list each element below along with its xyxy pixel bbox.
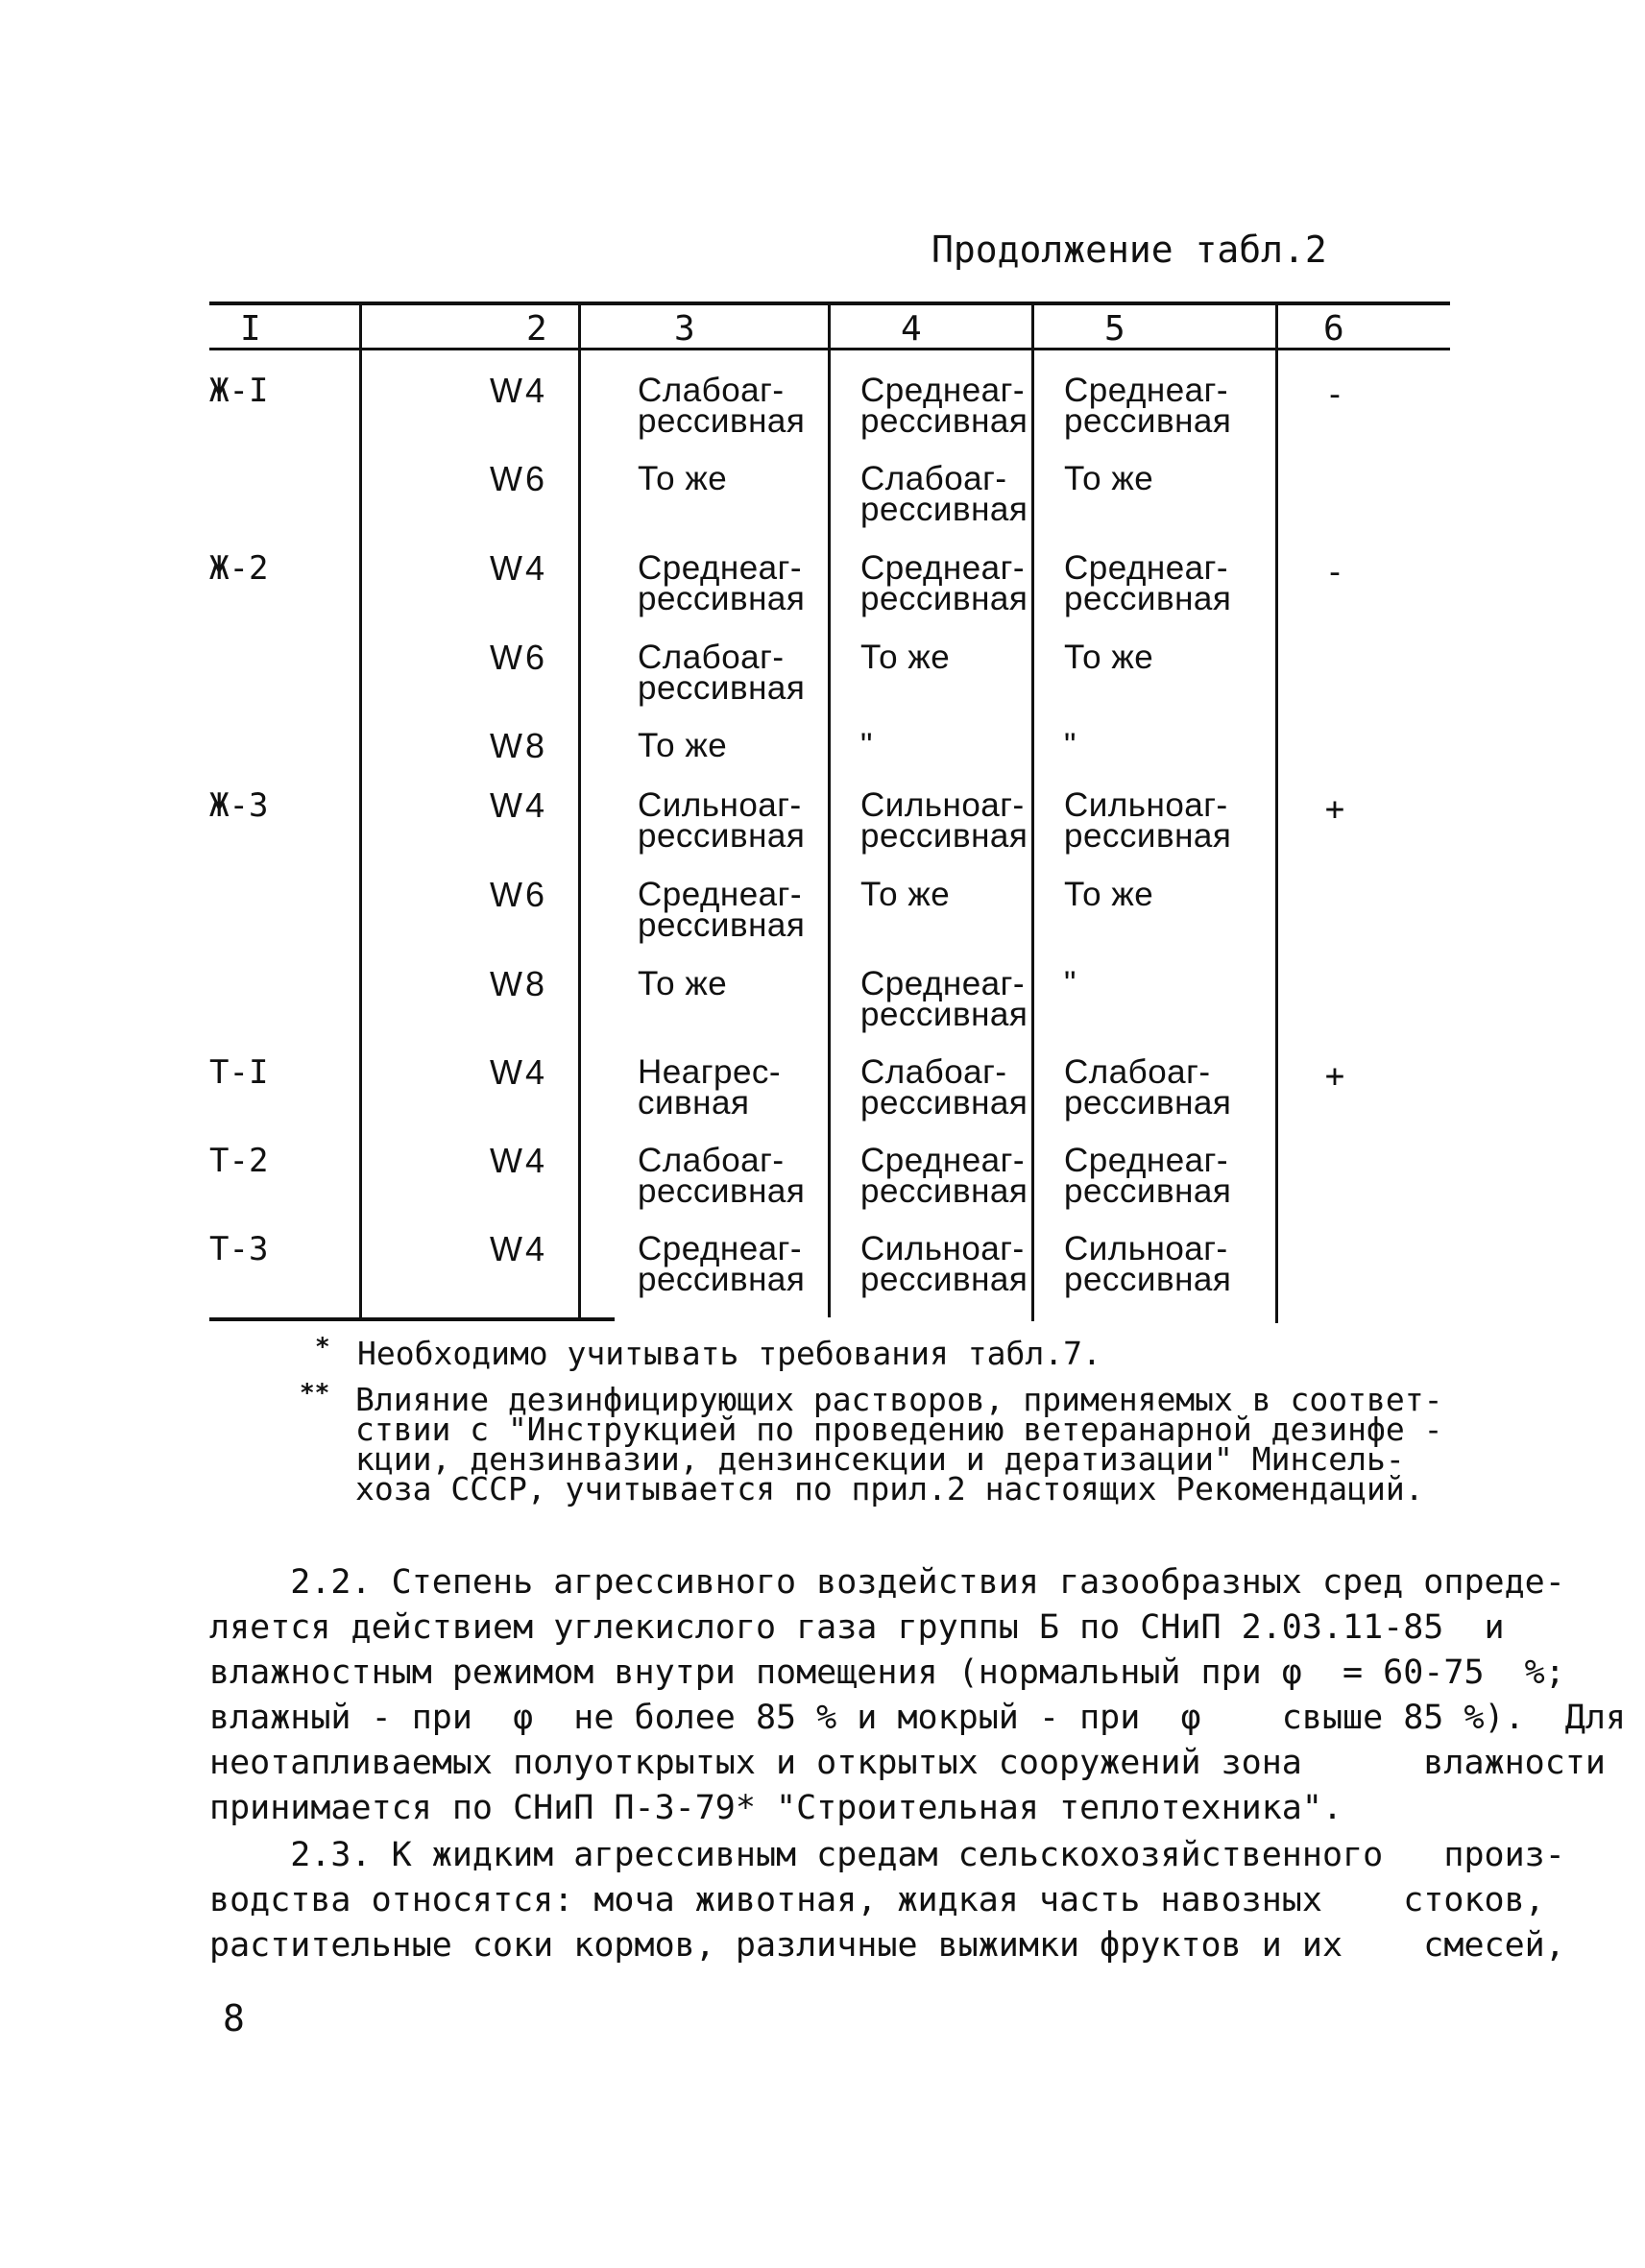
row-c3-line: рессивная <box>638 580 806 617</box>
column-divider <box>578 303 581 1319</box>
row-c4-line: Сильноаг- <box>860 1230 1025 1267</box>
row-c3-line: Среднеаг- <box>638 1230 803 1267</box>
row-c3-line: рессивная <box>638 817 806 855</box>
row-environment: Т-I <box>209 1053 269 1092</box>
row-c5-line: " <box>1064 727 1077 764</box>
row-c5-line: рессивная <box>1064 817 1232 855</box>
header-cell-5: 5 <box>1104 309 1125 349</box>
row-waterproof-grade: W6 <box>490 875 547 914</box>
row-c3-line: Неагрес- <box>638 1053 782 1091</box>
row-c5-line: рессивная <box>1064 1261 1232 1298</box>
row-c4-line: " <box>860 727 873 764</box>
row-c4-line: То же <box>860 639 951 676</box>
row-c3-line: Слабоаг- <box>638 1142 785 1179</box>
paragraph-line: принимается по СНиП П-3-79* "Строительная теплотехника". <box>209 1789 1343 1827</box>
row-c4-line: рессивная <box>860 1261 1028 1298</box>
row-c5-line: То же <box>1064 876 1154 913</box>
header-cell-1: I <box>240 309 261 349</box>
row-c5-line: рессивная <box>1064 580 1232 617</box>
row-environment: Т-3 <box>209 1230 269 1268</box>
row-c4-line: То же <box>860 876 951 913</box>
footnote-mark: * <box>315 1333 330 1362</box>
row-c5-line: Среднеаг- <box>1064 549 1229 587</box>
header-cell-2: 2 <box>526 309 547 349</box>
row-waterproof-grade: W6 <box>490 459 547 498</box>
footnote-line: Влияние дезинфицирующих растворов, применяемых в соответ- <box>355 1381 1443 1418</box>
row-waterproof-grade: W4 <box>490 1052 547 1092</box>
paragraph-line: влажностным режимом внутри помещения (нормальный при φ = 60-75 %; <box>209 1653 1565 1692</box>
row-waterproof-grade: W8 <box>490 726 547 765</box>
row-mark: + <box>1324 1057 1345 1096</box>
paragraph-line: 2.2. Степень агрессивного воздействия газообразных сред опреде- <box>209 1563 1565 1602</box>
row-c3-line: рессивная <box>638 1261 806 1298</box>
row-c4-line: рессивная <box>860 996 1028 1033</box>
row-c5-line: рессивная <box>1064 1084 1232 1122</box>
row-waterproof-grade: W4 <box>490 548 547 588</box>
row-c4-line: рессивная <box>860 491 1028 528</box>
row-c3-line: рессивная <box>638 906 806 944</box>
header-cell-6: 6 <box>1323 309 1344 349</box>
row-c5-line: То же <box>1064 639 1154 676</box>
paragraph-line: 2.3. К жидким агрессивным средам сельскохозяйственного произ- <box>209 1836 1565 1874</box>
row-c3-line: То же <box>638 727 728 764</box>
footnote-line: кции, дензинвазии, дензинсекции и дератизации" Минсель- <box>355 1440 1405 1478</box>
row-c4-line: рессивная <box>860 817 1028 855</box>
paragraph-line: растительные соки кормов, различные выжимки фруктов и их смесей, <box>209 1926 1565 1965</box>
footnote-mark: ** <box>300 1379 330 1408</box>
column-divider <box>1031 303 1034 1321</box>
row-c4-line: Сильноаг- <box>860 786 1025 824</box>
paragraph-line: неотапливаемых полуоткрытых и открытых сооружений зона влажности <box>209 1744 1606 1782</box>
row-waterproof-grade: W6 <box>490 638 547 677</box>
row-c3-line: рессивная <box>638 669 806 707</box>
paragraph-line: ляется действием углекислого газа группы Б по СНиП 2.03.11-85 и <box>209 1608 1505 1647</box>
row-c5-line: То же <box>1064 460 1154 497</box>
row-c5-line: " <box>1064 965 1077 1002</box>
column-divider <box>359 303 362 1319</box>
row-c3-line: Среднеаг- <box>638 876 803 913</box>
row-c5-line: рессивная <box>1064 1172 1232 1210</box>
row-c4-line: Среднеаг- <box>860 372 1026 409</box>
row-c5-line: Среднеаг- <box>1064 1142 1229 1179</box>
paragraph-line: влажный - при φ не более 85 % и мокрый - при φ свыше 85 %). Для <box>209 1699 1627 1737</box>
row-c4-line: Среднеаг- <box>860 549 1026 587</box>
row-c5-line: рессивная <box>1064 402 1232 440</box>
row-c3-line: рессивная <box>638 402 806 440</box>
footnote-line: хоза СССР, учитывается по прил.2 настоящих Рекомендаций. <box>355 1470 1424 1508</box>
row-c3-line: Среднеаг- <box>638 549 803 587</box>
row-c4-line: Среднеаг- <box>860 965 1026 1002</box>
row-c3-line: сивная <box>638 1084 750 1122</box>
row-waterproof-grade: W8 <box>490 964 547 1003</box>
row-c4-line: Слабоаг- <box>860 460 1007 497</box>
row-mark: - <box>1324 553 1345 591</box>
paragraph-line: водства относятся: моча животная, жидкая часть навозных стоков, <box>209 1881 1545 1919</box>
row-c4-line: рессивная <box>860 1084 1028 1122</box>
footnote-line: Необходимо учитывать требования табл.7. <box>357 1335 1101 1372</box>
row-c3-line: То же <box>638 965 728 1002</box>
table-caption: Продолжение табл.2 <box>931 229 1327 271</box>
row-c4-line: Слабоаг- <box>860 1053 1007 1091</box>
row-c5-line: Слабоаг- <box>1064 1053 1211 1091</box>
footnote-line: ствии с "Инструкцией по проведению ветеранарной дезинфе - <box>355 1411 1443 1448</box>
column-divider <box>1275 303 1278 1323</box>
row-c5-line: Сильноаг- <box>1064 1230 1228 1267</box>
row-c4-line: Среднеаг- <box>860 1142 1026 1179</box>
row-c3-line: Слабоаг- <box>638 372 785 409</box>
row-c5-line: Среднеаг- <box>1064 372 1229 409</box>
table-bottom-rule <box>209 1317 615 1321</box>
header-cell-3: 3 <box>674 309 695 349</box>
row-waterproof-grade: W4 <box>490 371 547 410</box>
row-environment: Т-2 <box>209 1142 269 1180</box>
row-c3-line: То же <box>638 460 728 497</box>
row-waterproof-grade: W4 <box>490 1229 547 1268</box>
column-divider <box>828 303 831 1317</box>
row-environment: Ж-3 <box>209 786 269 825</box>
row-c3-line: рессивная <box>638 1172 806 1210</box>
row-environment: Ж-2 <box>209 549 269 588</box>
row-mark: + <box>1324 790 1345 829</box>
row-waterproof-grade: W4 <box>490 785 547 825</box>
header-cell-4: 4 <box>901 309 922 349</box>
row-environment: Ж-I <box>209 372 269 410</box>
row-c4-line: рессивная <box>860 1172 1028 1210</box>
row-waterproof-grade: W4 <box>490 1141 547 1180</box>
row-mark: - <box>1324 375 1345 414</box>
page-number: 8 <box>223 1997 245 2039</box>
row-c4-line: рессивная <box>860 402 1028 440</box>
row-c4-line: рессивная <box>860 580 1028 617</box>
row-c3-line: Сильноаг- <box>638 786 802 824</box>
row-c5-line: Сильноаг- <box>1064 786 1228 824</box>
row-c3-line: Слабоаг- <box>638 639 785 676</box>
